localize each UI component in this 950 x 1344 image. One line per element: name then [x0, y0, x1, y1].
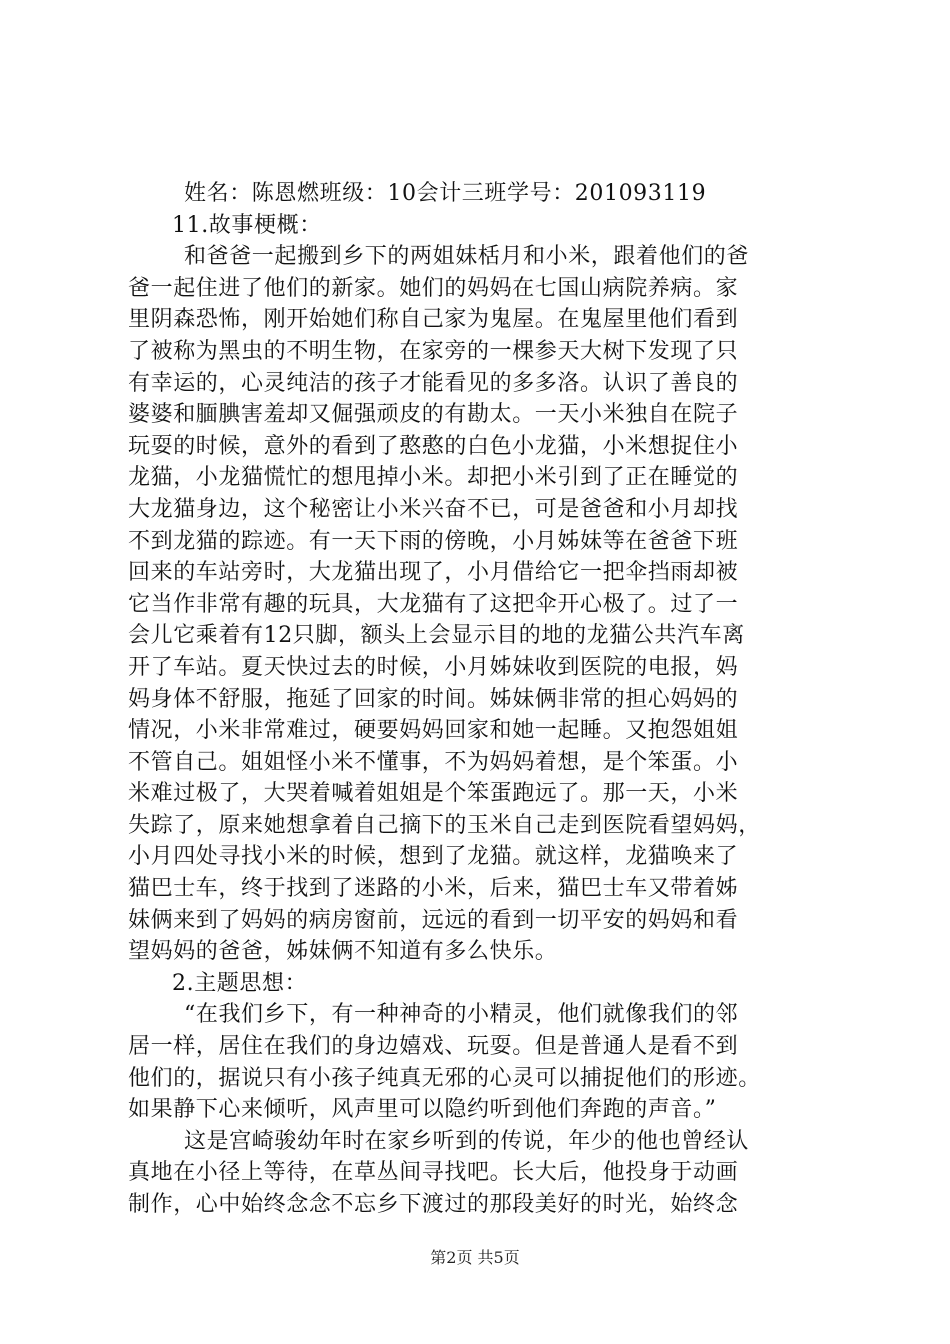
document-body — [128, 178, 836, 1221]
section-heading-theme: 2.主题思想： — [172, 970, 308, 996]
paragraph-line: 妈身体不舒服，拖延了回家的时间。姊妹俩非常的担心妈妈的 — [128, 686, 739, 712]
page-number-footer: 第2页 共5页 — [430, 1248, 520, 1267]
paragraph-line: 居一样，居住在我们的身边嬉戏、玩耍。但是普通人是看不到 — [128, 1034, 739, 1060]
paragraph-line: “在我们乡下，有一种神奇的小精灵，他们就像我们的邻 — [184, 1002, 739, 1028]
paragraph-line: 回来的车站旁时，大龙猫出现了，小月借给它一把伞挡雨却被 — [128, 560, 739, 586]
paragraph-line: 不到龙猫的踪迹。有一天下雨的傍晚，小月姊妹等在爸爸下班 — [128, 528, 739, 554]
paragraph-line: 失踪了，原来她想拿着自己摘下的玉米自己走到医院看望妈妈， — [128, 812, 761, 838]
paragraph-line: 小月四处寻找小米的时候，想到了龙猫。就这样，龙猫唤来了 — [128, 844, 739, 870]
paragraph-line: 情况，小米非常难过，硬要妈妈回家和她一起睡。又抱怨姐姐 — [128, 718, 739, 744]
paragraph-line: 制作，心中始终念念不忘乡下渡过的那段美好的时光，始终念 — [128, 1192, 739, 1217]
paragraph-line: 和爸爸一起搬到乡下的两姐妹栝月和小米，跟着他们的爸 — [184, 244, 750, 270]
paragraph-line: 会儿它乘着有12只脚，额头上会显示目的地的龙猫公共汽车离 — [128, 623, 745, 649]
paragraph-line: 里阴森恐怖，刚开始她们称自己家为鬼屋。在鬼屋里他们看到 — [128, 307, 739, 333]
paragraph-line: 不管自己。姐姐怪小米不懂事，不为妈妈着想，是个笨蛋。小 — [128, 749, 739, 775]
paragraph-line: 玩耍的时候，意外的看到了憨憨的白色小龙猫，小米想捉住小 — [128, 433, 739, 459]
paragraph-synopsis — [128, 241, 836, 968]
paragraph-quote — [128, 999, 836, 1125]
paragraph-line: 大龙猫身边，这个秘密让小米兴奋不已，可是爸爸和小月却找 — [128, 496, 739, 522]
paragraph-line: 有幸运的，心灵纯洁的孩子才能看见的多多洛。认识了善良的 — [128, 370, 739, 396]
paragraph-line: 爸一起住进了他们的新家。她们的妈妈在七国山病院养病。家 — [128, 275, 739, 301]
paragraph-line: 如果静下心来倾听，风声里可以隐约听到他们奔跑的声音。” — [128, 1097, 717, 1123]
paragraph-line: 龙猫，小龙猫慌忙的想甩掉小米。却把小米引到了正在睡觉的 — [128, 465, 739, 491]
paragraph-line: 真地在小径上等待，在草丛间寻找吧。长大后，他投身于动画 — [128, 1160, 739, 1186]
paragraph-line: 望妈妈的爸爸，姊妹俩不知道有多么快乐。 — [128, 939, 558, 965]
paragraph-line: 猫巴士车，终于找到了迷路的小米，后来，猫巴士车又带着姊 — [128, 876, 739, 902]
header-line: 姓名：陈恩燃班级：10会计三班学号：201093119 — [184, 181, 707, 206]
paragraph-line: 妹俩来到了妈妈的病房窗前，远远的看到一切平安的妈妈和看 — [128, 907, 739, 933]
paragraph-line: 它当作非常有趣的玩具，大龙猫有了这把伞开心极了。过了一 — [128, 591, 739, 617]
paragraph-line: 开了车站。夏天快过去的时候，小月姊妹收到医院的电报，妈 — [128, 654, 739, 680]
paragraph-line: 这是宫崎骏幼年时在家乡听到的传说，年少的他也曾经认 — [184, 1128, 750, 1154]
section-heading-synopsis: 11.故事梗概： — [172, 212, 322, 238]
paragraph-line: 米难过极了，大哭着喊着姐姐是个笨蛋跑远了。那一天，小米 — [128, 781, 739, 807]
paragraph-line: 婆婆和腼腆害羞却又倔强顽皮的有勘太。一天小米独自在院子 — [128, 402, 739, 428]
paragraph-line: 了被称为黑虫的不明生物，在家旁的一棵参天大树下发现了只 — [128, 338, 739, 364]
paragraph-line: 他们的，据说只有小孩子纯真无邪的心灵可以捕捉他们的形迹。 — [128, 1065, 761, 1091]
paragraph-commentary — [128, 1126, 836, 1221]
